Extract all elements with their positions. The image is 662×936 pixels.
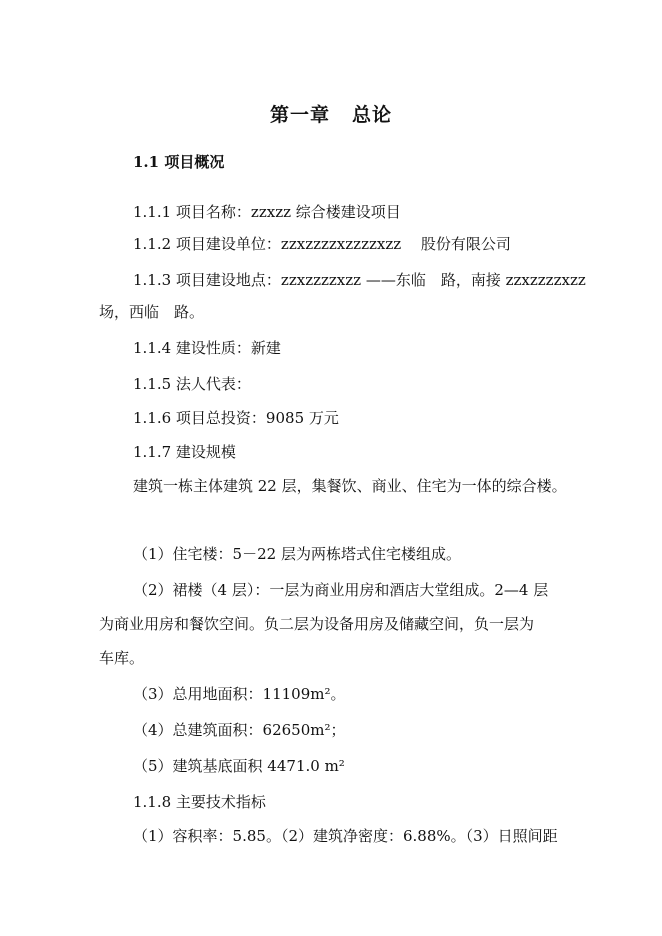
chapter-number: 第一章 xyxy=(269,104,330,126)
item-location-continued: 场，西临 路。 xyxy=(99,303,205,321)
section-heading: 1.1 项目概况 xyxy=(133,153,225,171)
spec-land-area: （3）总用地面积：11109m²。 xyxy=(133,685,346,703)
item-legal-rep: 1.1.5 法人代表： xyxy=(133,375,251,393)
spec-indicators: （1）容积率：5.85。（2）建筑净密度：6.88%。（3）日照间距 xyxy=(133,827,558,845)
item-location: 1.1.3 项目建设地点：zzxzzzzxzz ——东临 路，南接 zzxzzzzxzz xyxy=(133,271,586,289)
item-tech-indicators: 1.1.8 主要技术指标 xyxy=(133,793,266,811)
item-investment: 1.1.6 项目总投资：9085 万元 xyxy=(133,409,339,427)
scale-paragraph: 建筑一栋主体建筑 22 层，集餐饮、商业、住宅为一体的综合楼。 xyxy=(133,477,567,495)
item-construction-unit: 1.1.2 项目建设单位：zzxzzzzxzzzzxzz 股份有限公司 xyxy=(133,235,511,253)
spec-residential: （1）住宅楼：5－22 层为两栋塔式住宅楼组成。 xyxy=(133,545,461,563)
item-nature: 1.1.4 建设性质：新建 xyxy=(133,339,281,357)
chapter-title xyxy=(0,100,662,127)
spec-podium: （2）裙楼（4 层）：一层为商业用房和酒店大堂组成。2—4 层 xyxy=(133,581,549,599)
spec-floor-area: （4）总建筑面积：62650m²； xyxy=(133,721,346,739)
chapter-name: 总论 xyxy=(352,104,393,126)
spec-podium-garage: 车库。 xyxy=(99,649,145,667)
spec-base-area: （5）建筑基底面积 4471.0 m² xyxy=(133,757,345,775)
item-scale-heading: 1.1.7 建设规模 xyxy=(133,443,236,461)
spec-podium-continued: 为商业用房和餐饮空间。负二层为设备用房及储藏空间，负一层为 xyxy=(99,615,535,633)
item-project-name: 1.1.1 项目名称：zzxzz 综合楼建设项目 xyxy=(133,203,401,221)
